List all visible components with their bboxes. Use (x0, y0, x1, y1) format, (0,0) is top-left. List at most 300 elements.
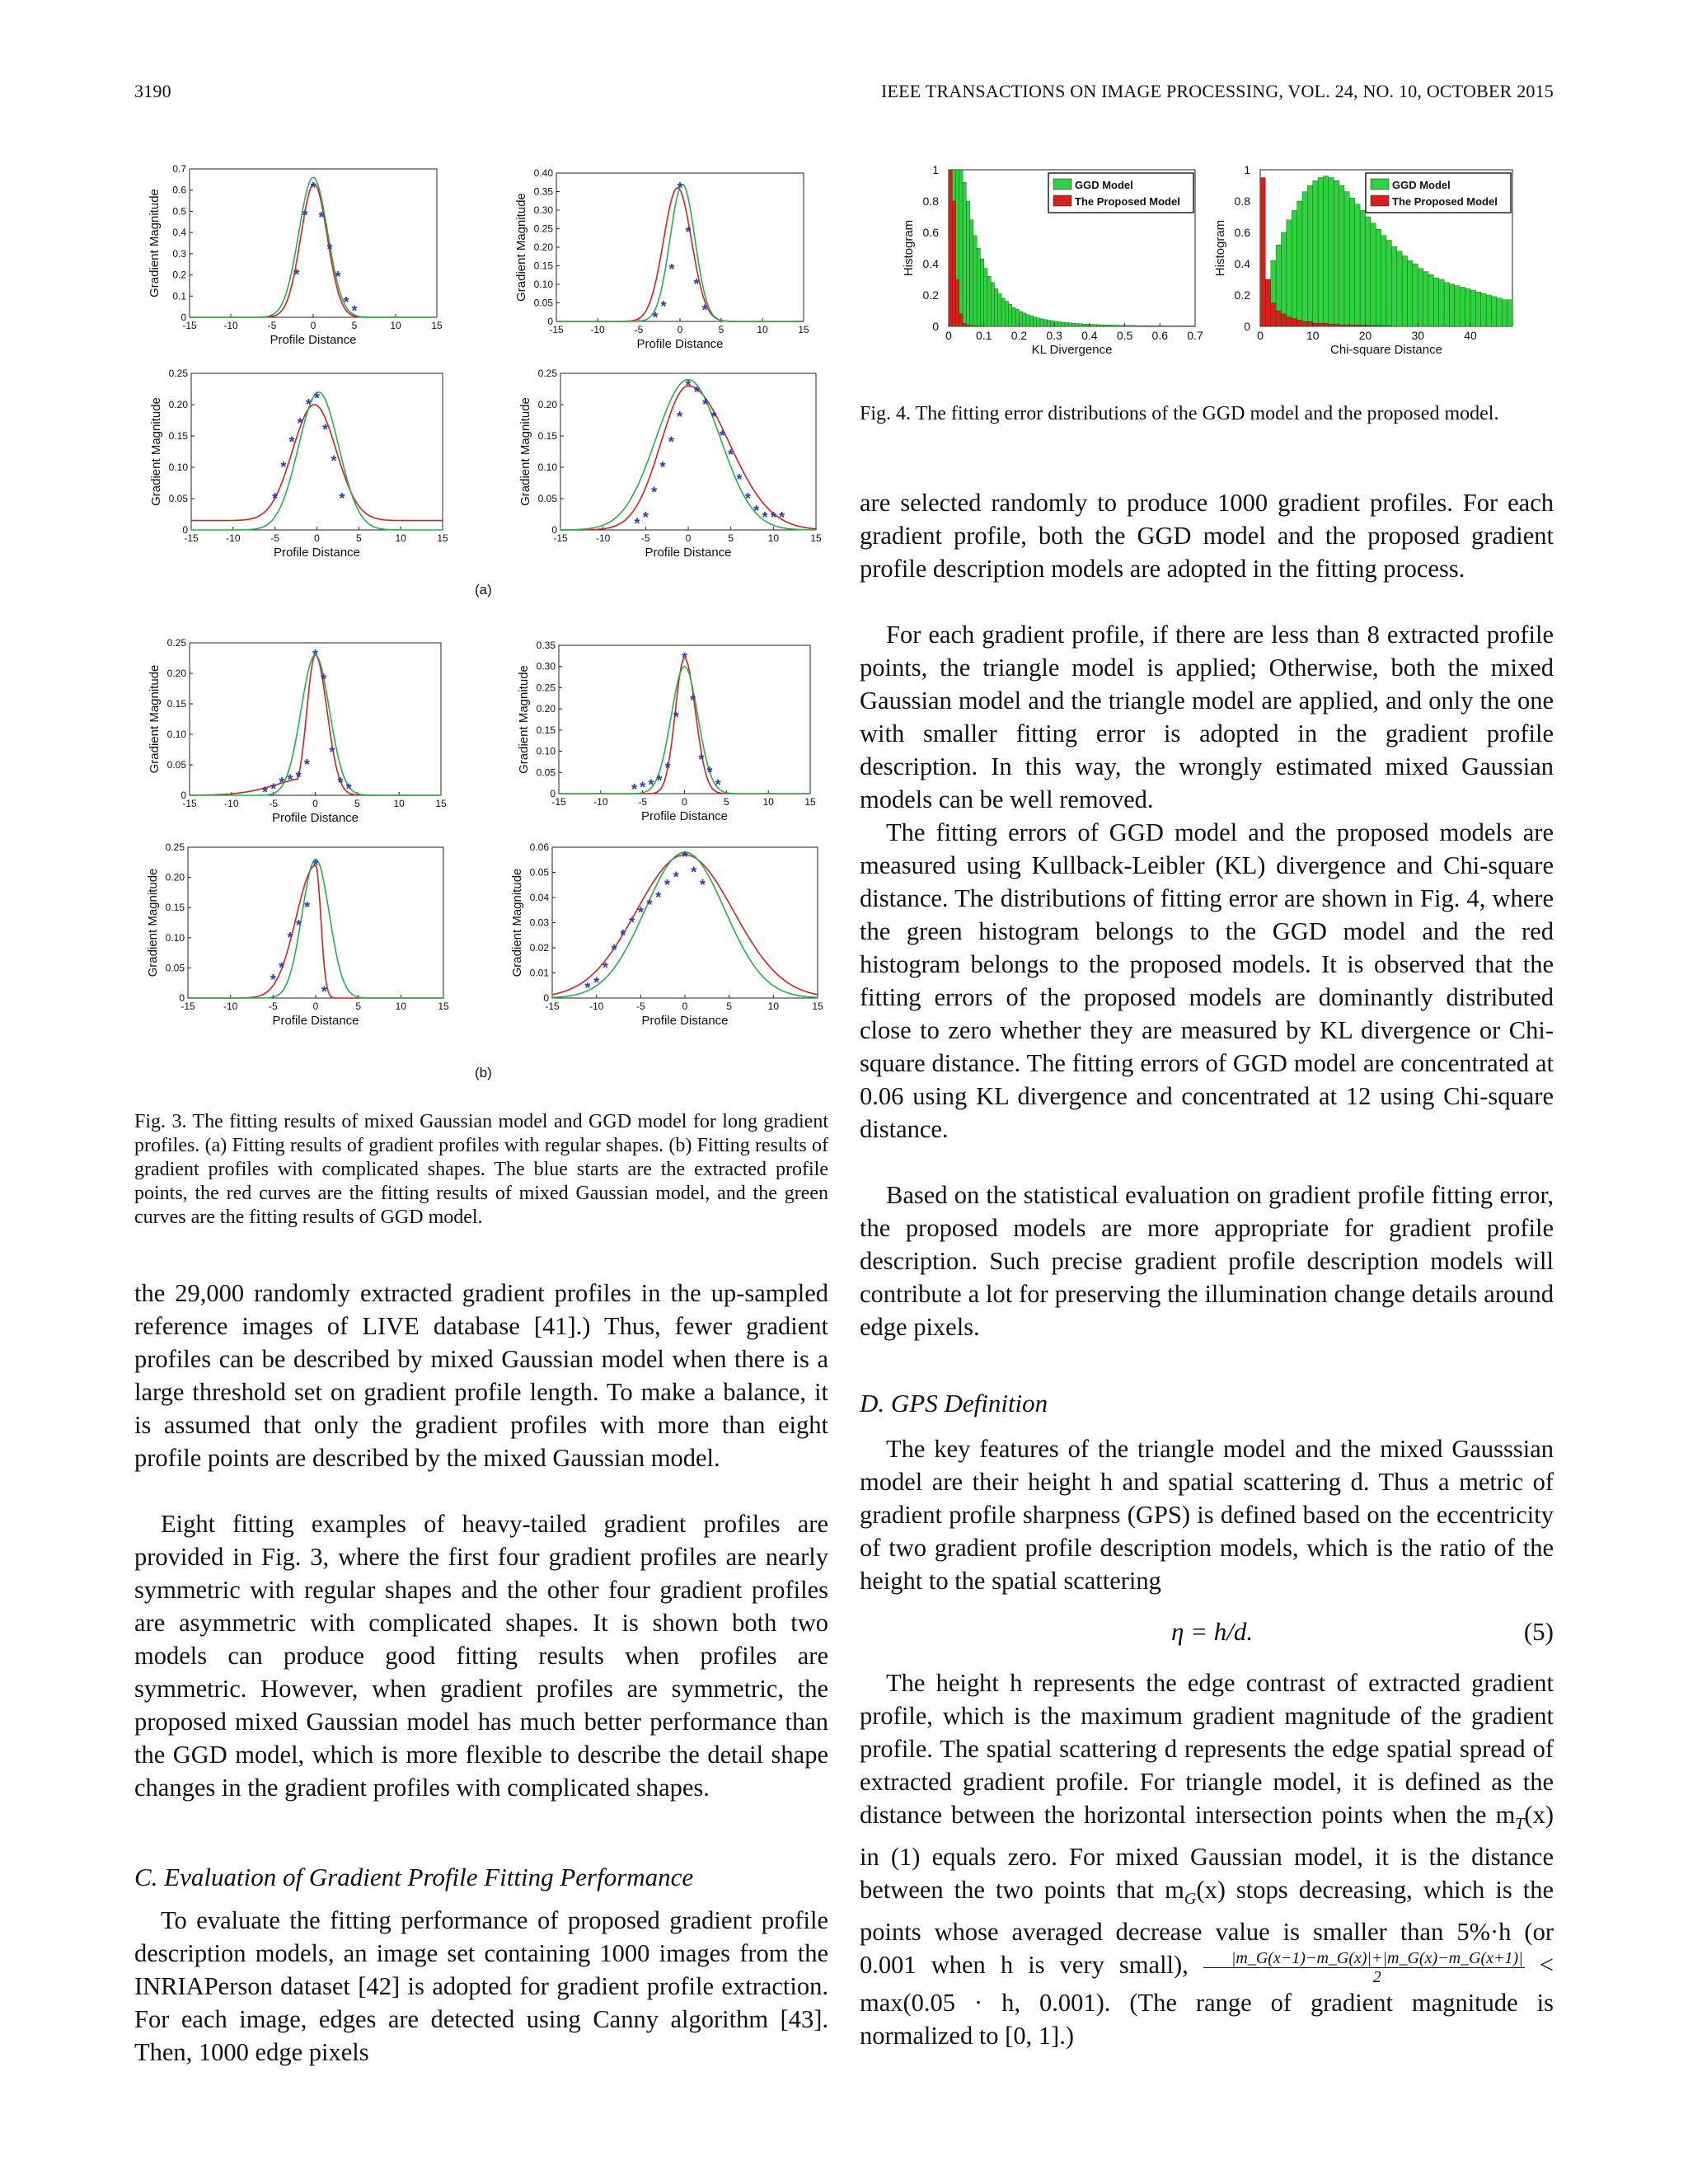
x-tick-label: -10 (223, 1001, 238, 1012)
x-tick-label: 15 (431, 320, 443, 331)
histogram-bar (1324, 323, 1329, 326)
fig3-plots (132, 157, 841, 1080)
histogram-bar (1475, 292, 1480, 326)
profile-point: * (677, 180, 683, 196)
chart-fig3b-2 (517, 640, 816, 823)
legend-entry: GGD Model (1392, 179, 1451, 191)
histogram-bar (1001, 298, 1005, 326)
histogram-bar (1302, 321, 1307, 326)
chart-fig3b-1 (148, 637, 447, 825)
y-tick-label: 0.04 (529, 892, 549, 903)
y-axis-label: Gradient Magnitude (148, 189, 162, 298)
x-tick-label: 0.4 (1081, 329, 1098, 342)
page-number: 3190 (134, 81, 171, 101)
y-tick-label: 1 (1244, 163, 1250, 176)
profile-point: * (637, 904, 644, 921)
profile-point: * (295, 768, 302, 785)
y-tick-label: 0.05 (168, 493, 188, 504)
profile-point: * (660, 298, 667, 315)
y-tick-label: 0.25 (168, 368, 188, 379)
x-tick-label: 0.7 (1187, 329, 1203, 342)
y-axis-label: Gradient Magnitude (514, 193, 528, 302)
profile-point: * (659, 459, 666, 476)
histogram-bar (1344, 325, 1349, 326)
x-tick-label: 5 (355, 532, 362, 544)
profile-point: * (261, 784, 269, 801)
x-tick-label: 0 (945, 329, 952, 342)
histogram-bar (987, 276, 991, 326)
y-tick-label: 0.2 (1234, 288, 1250, 302)
y-axis-label: Gradient Magnitude (517, 665, 531, 774)
profile-point: * (287, 929, 293, 946)
y-tick-label: 0.10 (168, 462, 188, 473)
histogram-bar (1292, 210, 1296, 326)
y-tick-label: 0.20 (537, 399, 557, 410)
y-tick-label: 0.30 (536, 660, 556, 673)
y-tick-label: 0.4 (172, 227, 186, 239)
histogram-bar (1318, 323, 1323, 326)
x-tick-label: -5 (635, 1001, 645, 1012)
histogram-bar (1444, 283, 1449, 326)
p6-part-b: (x) in (1) equals zero. For mixed Gaussian model, it is the distance between the two points that m (860, 1801, 1554, 1905)
x-tick-label: 10 (767, 532, 780, 544)
profile-point: * (302, 207, 308, 224)
histogram-bar (963, 323, 966, 326)
x-tick-label: -5 (268, 1001, 278, 1012)
profile-point: * (305, 396, 312, 413)
y-tick-label: 0.6 (172, 184, 186, 196)
histogram-bar (1366, 325, 1371, 326)
histogram-bar (1318, 178, 1323, 327)
y-tick-label: 0 (181, 312, 186, 323)
histogram-bar (1418, 269, 1423, 326)
profile-point: * (677, 409, 683, 426)
y-tick-label: 0.25 (166, 637, 186, 649)
histogram-bar (1029, 316, 1033, 326)
profile-point: * (297, 415, 303, 432)
y-tick-label: 0 (932, 320, 939, 333)
histogram-bar (1413, 264, 1418, 326)
histogram-bar (1470, 290, 1475, 326)
section-c-heading: C. Evaluation of Gradient Profile Fitting Performance (134, 1863, 694, 1891)
x-tick-label: 5 (355, 1001, 362, 1012)
profile-point: * (693, 276, 700, 293)
x-axis-label: Profile Distance (270, 333, 357, 347)
histogram-bar (1339, 185, 1344, 326)
histogram-bar (1360, 325, 1365, 326)
histogram-bar (1391, 246, 1396, 326)
histogram-bar (1282, 232, 1287, 326)
x-tick-label: -15 (184, 532, 199, 544)
x-tick-label: -15 (549, 324, 564, 335)
x-tick-label: 15 (810, 532, 822, 544)
y-tick-label: 0 (1244, 320, 1250, 333)
histogram-bar (1012, 307, 1015, 326)
equation-5: η = h/d. (1171, 1617, 1254, 1646)
x-tick-label: -15 (545, 1001, 560, 1012)
chart-fig3a-1 (148, 163, 443, 347)
profile-point: * (335, 269, 341, 286)
fig3-label-b: (b) (475, 1065, 492, 1080)
profile-point: * (642, 509, 649, 526)
plot-frame (190, 643, 441, 795)
profile-point: * (337, 775, 344, 792)
profile-point: * (664, 876, 671, 893)
histogram-bar (1355, 204, 1360, 326)
histogram-bar (1349, 198, 1354, 326)
x-tick-label: 0 (682, 1001, 688, 1012)
x-tick-label: 10 (395, 532, 406, 544)
y-tick-label: 0.6 (1234, 226, 1250, 239)
profile-point: * (321, 671, 327, 688)
histogram-bar (1062, 322, 1065, 326)
y-tick-label: 0.6 (922, 226, 939, 239)
histogram-bar (1057, 321, 1061, 326)
profile-point: * (279, 959, 285, 977)
y-tick-label: 0.10 (537, 462, 557, 473)
p6-sub-g: G (1184, 1890, 1197, 1909)
profile-point: * (701, 302, 708, 319)
profile-point: * (343, 294, 349, 311)
histogram-bar (1260, 178, 1265, 327)
histogram-bar (1408, 260, 1413, 326)
profile-point: * (602, 959, 608, 977)
y-tick-label: 0.05 (529, 866, 549, 879)
histogram-bar (1355, 325, 1360, 326)
x-tick-label: 10 (395, 1001, 407, 1012)
histogram-bar (1043, 320, 1047, 326)
x-axis-label: Profile Distance (273, 546, 361, 560)
y-tick-label: 0 (181, 790, 186, 801)
histogram-bar (963, 182, 966, 326)
y-tick-label: 0.4 (1234, 257, 1250, 270)
profile-point: * (655, 889, 662, 906)
histogram-bar (1107, 325, 1110, 326)
y-tick-label: 0.10 (166, 729, 186, 740)
histogram-bar (1460, 288, 1465, 327)
x-tick-label: 20 (1358, 329, 1372, 342)
profile-point: * (648, 776, 654, 794)
x-tick-label: 10 (390, 320, 401, 331)
profile-point: * (329, 744, 335, 762)
x-tick-label: 10 (1306, 329, 1320, 342)
fraction-denominator: 2 (1372, 1967, 1381, 1986)
x-tick-label: 15 (804, 796, 816, 808)
profile-point: * (634, 515, 640, 532)
histogram-bar (1019, 312, 1022, 326)
y-tick-label: 0.25 (533, 223, 553, 235)
y-tick-label: 0.15 (533, 260, 553, 272)
histogram-bar (1329, 178, 1334, 327)
x-tick-label: 0 (314, 532, 320, 544)
y-tick-label: 0.5 (172, 205, 186, 218)
x-tick-label: 5 (351, 320, 358, 331)
y-axis-label: Histogram (1213, 219, 1227, 277)
x-tick-label: 0.1 (975, 329, 992, 342)
histogram-bar (956, 279, 959, 326)
left-paragraph-3: To evaluate the fitting performance of proposed gradient profile description models, an image set containing 1000 images from the INRIAPerson dataset [42] is adopted for gradient profile extraction. For each image, edges are detected using Canny algorithm [43]. Then, 1000 edge pixels (134, 1906, 828, 2066)
chart-fig4-chi (1213, 163, 1512, 357)
profile-point: * (279, 775, 285, 792)
profile-point: * (331, 452, 337, 470)
histogram-bar (984, 269, 987, 326)
histogram-bar (1054, 321, 1057, 326)
profile-point: * (685, 377, 692, 395)
profile-point: * (699, 876, 706, 893)
y-axis-label: Gradient Magnitude (518, 397, 532, 506)
profile-point: * (693, 383, 700, 401)
histogram-bar (1492, 297, 1497, 326)
histogram-bar (1455, 286, 1460, 326)
histogram-bar (1287, 220, 1292, 326)
y-tick-label: 0.03 (529, 916, 549, 929)
profile-point: * (685, 224, 692, 241)
histogram-bar (1507, 300, 1512, 326)
histogram-bar (1465, 288, 1470, 326)
x-axis-label: Profile Distance (640, 809, 729, 823)
histogram-bar (966, 201, 969, 326)
y-tick-label: 0.35 (533, 185, 553, 198)
legend-entry: The Proposed Model (1075, 195, 1180, 208)
x-tick-label: 15 (812, 1001, 823, 1012)
running-header: IEEE TRANSACTIONS ON IMAGE PROCESSING, VOL. 24, NO. 10, OCTOBER 2015 (880, 81, 1554, 101)
histogram-bar (1276, 311, 1281, 326)
histogram-bar (1297, 201, 1302, 326)
x-tick-label: -10 (588, 1001, 604, 1012)
y-tick-label: 0.20 (166, 668, 186, 679)
y-tick-label: 0.15 (168, 430, 188, 442)
profile-point: * (345, 780, 352, 798)
x-axis-label: Profile Distance (636, 337, 724, 351)
y-tick-label: 0.2 (172, 269, 186, 281)
histogram-bar (1037, 318, 1040, 326)
y-tick-label: 0 (179, 992, 185, 1004)
profile-point: * (736, 471, 743, 489)
y-tick-label: 0.8 (922, 194, 939, 208)
histogram-bar (949, 170, 952, 326)
p6-part-e: max(0.05 · h, 0.001). (The range of gradient magnitude is normalized to [0, 1].) (860, 1988, 1554, 2050)
histogram-bar (966, 325, 969, 326)
histogram-bar (1068, 323, 1071, 326)
histogram-bar (1329, 324, 1334, 326)
profile-point: * (584, 979, 591, 996)
y-axis-label: Gradient Magnitude (146, 868, 160, 977)
y-tick-label: 0.20 (536, 703, 556, 715)
y-tick-label: 0 (551, 524, 557, 536)
x-tick-label: -15 (553, 532, 568, 544)
histogram-bar (1307, 185, 1312, 326)
profile-point: * (288, 434, 295, 451)
section-d-heading: D. GPS Definition (860, 1389, 1048, 1418)
fig3-label-a: (a) (475, 582, 492, 598)
histogram-bar (1439, 279, 1444, 326)
histogram-bar (1090, 325, 1093, 326)
histogram-bar (1104, 325, 1107, 326)
y-tick-label: 0.40 (533, 167, 553, 179)
x-tick-label: 15 (798, 324, 809, 335)
profile-point: * (668, 434, 674, 451)
profile-point: * (339, 490, 345, 507)
y-tick-label: 0.15 (536, 724, 556, 736)
profile-point: * (681, 649, 688, 667)
x-tick-label: -15 (551, 796, 566, 808)
x-tick-label: 0.2 (1010, 329, 1028, 342)
x-tick-label: 15 (437, 532, 448, 544)
profile-point: * (770, 509, 776, 526)
x-tick-label: 5 (723, 796, 729, 808)
histogram-bar (1005, 302, 1008, 326)
histogram-bar (959, 170, 963, 326)
y-tick-label: 0.05 (533, 297, 553, 309)
y-tick-label: 0.05 (537, 493, 557, 504)
histogram-bar (1026, 315, 1029, 326)
histogram-bar (998, 293, 1001, 326)
histogram-bar (1048, 321, 1051, 326)
histogram-bar (1339, 325, 1344, 326)
x-axis-label: Profile Distance (272, 1014, 359, 1028)
x-tick-label: 0 (1257, 329, 1264, 342)
profile-point: * (322, 421, 329, 438)
histogram-bar (1376, 229, 1381, 326)
histogram-bar (1023, 313, 1026, 326)
histogram-bar (995, 288, 998, 326)
y-tick-label: 0.25 (537, 368, 557, 379)
histogram-bar (1110, 325, 1114, 326)
y-tick-label: 0.05 (536, 766, 556, 779)
x-tick-label: -10 (224, 798, 239, 809)
plot-frame (560, 373, 816, 530)
x-tick-label: 15 (435, 798, 447, 809)
profile-point: * (651, 484, 658, 501)
histogram-bar (1397, 251, 1402, 326)
histogram-bar (1287, 317, 1292, 326)
histogram-bar (1009, 304, 1012, 326)
chart-fig3b-4 (510, 841, 823, 1028)
profile-point: * (270, 780, 277, 798)
profile-point: * (631, 780, 638, 798)
y-tick-label: 0.10 (165, 931, 185, 944)
p6-sub-t: T (1515, 1815, 1525, 1834)
profile-point: * (762, 509, 768, 526)
right-paragraph-1: are selected randomly to produce 1000 gradient profiles. For each gradient profile, both the GGD model and the proposed gradient profile description models are adopted in the fitting process. (860, 489, 1554, 583)
histogram-bar (1481, 293, 1486, 326)
y-tick-label: 0.05 (166, 759, 186, 771)
histogram-bar (980, 259, 983, 326)
profile-point: * (312, 856, 319, 874)
plot-frame (559, 645, 810, 794)
histogram-bar (1433, 278, 1438, 326)
histogram-bar (1360, 210, 1365, 326)
histogram-bar (1093, 325, 1096, 326)
y-tick-label: 0.3 (172, 247, 186, 260)
histogram-bar (1344, 192, 1349, 326)
histogram-bar (1402, 256, 1407, 327)
fig4-plots (890, 157, 1558, 379)
inline-fraction (1203, 1949, 1525, 1986)
x-tick-label: 10 (767, 1001, 780, 1012)
profile-point: * (312, 646, 319, 663)
legend-entry: The Proposed Model (1392, 195, 1498, 208)
profile-point: * (682, 849, 688, 866)
profile-point: * (293, 266, 300, 284)
profile-point: * (673, 709, 679, 726)
y-tick-label: 0.25 (165, 841, 185, 853)
profile-point: * (702, 396, 709, 413)
x-tick-label: 0.6 (1151, 329, 1169, 342)
x-tick-label: 40 (1464, 329, 1477, 342)
y-tick-label: 0.06 (529, 841, 549, 853)
y-tick-label: 0 (543, 992, 549, 1004)
x-tick-label: 0 (685, 532, 692, 544)
histogram-bar (1271, 303, 1276, 327)
x-axis-label: KL Divergence (1031, 343, 1113, 357)
x-tick-label: -5 (640, 532, 650, 544)
profile-point: * (303, 757, 310, 773)
x-tick-label: 0.5 (1116, 329, 1133, 342)
chart-fig3b-3 (146, 841, 449, 1028)
y-tick-label: 0.05 (165, 962, 185, 974)
y-axis-label: Gradient Magnitude (510, 868, 524, 977)
histogram-bar (959, 314, 963, 326)
profile-point: * (728, 446, 734, 463)
legend-swatch (1371, 195, 1389, 206)
profile-point: * (318, 209, 325, 227)
profile-point: * (673, 869, 679, 886)
y-tick-label: 0.10 (533, 279, 553, 290)
right-paragraph-3: The fitting errors of GGD model and the proposed models are measured using Kullback-Leibler (KL) divergence and Chi-square distance. The distributions of fitting error are shown in Fig. 4, where the green histogram belongs to the GGD model and the red histogram belongs to the proposed models. It is observed that the fitting errors of the proposed models are dominantly distributed close to zero whether they are measured by KL divergence or Chi-square distance. The fitting errors of GGD model are concentrated at 0.06 using KL divergence and concentrated at 12 using Chi-square distance. (860, 818, 1554, 1143)
y-tick-label: 0.01 (529, 967, 549, 979)
y-tick-label: 0.10 (536, 745, 556, 757)
profile-point: * (272, 490, 279, 507)
histogram-bar (1386, 241, 1391, 327)
fig4 (890, 157, 1558, 379)
histogram-bar (1313, 180, 1318, 326)
x-tick-label: 0 (312, 798, 318, 809)
histogram-bar (1302, 192, 1307, 326)
y-axis-label: Histogram (902, 219, 916, 277)
x-tick-label: 30 (1411, 329, 1425, 342)
y-tick-label: 0.2 (922, 288, 939, 302)
histogram-bar (1307, 321, 1312, 326)
histogram-bar (1079, 324, 1082, 326)
y-tick-label: 0.20 (165, 871, 185, 883)
x-tick-label: 0.3 (1046, 329, 1062, 342)
x-tick-label: -15 (182, 320, 197, 331)
profile-point: * (280, 459, 287, 476)
y-tick-label: 0.8 (1234, 194, 1250, 208)
profile-point: * (690, 691, 696, 709)
histogram-bar (1371, 223, 1376, 326)
p6-part-a: The height h represents the edge contrast of extracted gradient profile, which is the maximum gradient magnitude of the gradient profile. The spatial scattering d represents the edge spatial spread of extracted gradient profile. For triangle model, it is defined as the distance between the horizontal intersection points when the m (860, 1669, 1554, 1829)
x-axis-label: Profile Distance (645, 546, 732, 560)
fraction-numerator: |m_G(x−1)−m_G(x)|+|m_G(x)−m_G(x+1)| (1203, 1949, 1525, 1968)
profile-point: * (593, 974, 600, 991)
y-tick-label: 0.7 (172, 163, 186, 175)
y-tick-label: 1 (932, 163, 939, 176)
profile-point: * (640, 779, 646, 796)
profile-point: * (287, 771, 293, 789)
x-tick-label: 5 (728, 532, 734, 544)
x-tick-label: -10 (593, 796, 608, 808)
y-tick-label: 0.20 (168, 399, 188, 410)
x-tick-label: 10 (757, 324, 768, 335)
profile-point: * (779, 509, 785, 526)
profile-point: * (744, 490, 751, 507)
profile-point: * (691, 864, 697, 881)
histogram-bar (1015, 309, 1019, 326)
y-tick-label: 0 (182, 524, 188, 536)
profile-point: * (698, 751, 705, 768)
